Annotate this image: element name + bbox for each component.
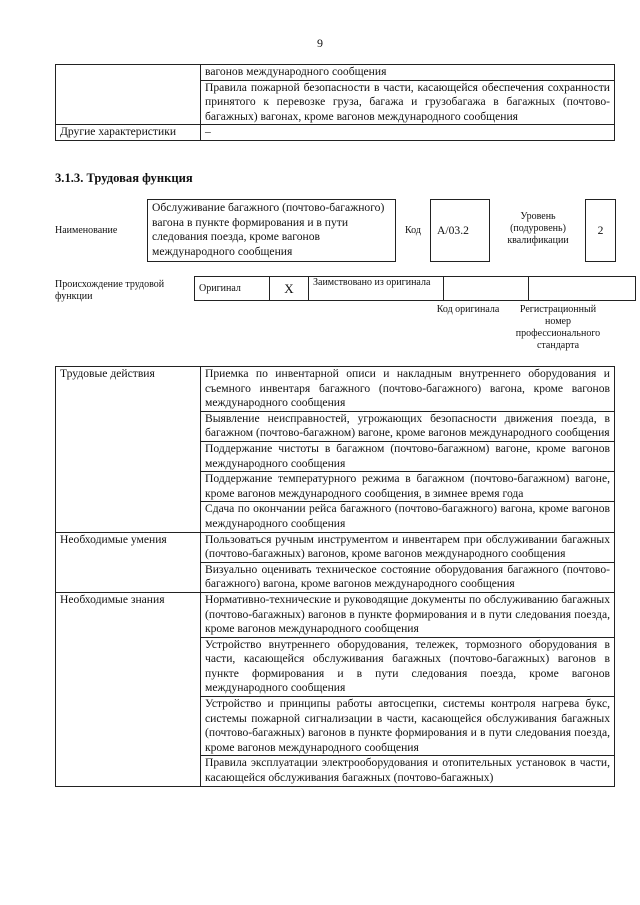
list-item: Выявление неисправностей, угрожающих безопасности движения поезда, в багажном (почтово-багажном) вагоне, кроме вагонов международного сообщения [201, 411, 615, 441]
required-knowledge-label: Необходимые знания [56, 592, 201, 786]
origin-label: Происхождение трудовой функции [55, 279, 165, 302]
labor-function-table [55, 366, 615, 787]
list-item: Нормативно-технические и руководящие документы по обслуживанию багажных (почтово-багажных) вагонов в пункте формирования и в пути следования поезда, кроме вагонов международного сообщения [201, 592, 615, 637]
page-number: 9 [317, 36, 323, 50]
function-code-value: А/03.2 [430, 199, 490, 262]
list-item: Приемка по инвентарной описи и накладным внутреннего оборудования и съемного инвентаря багажного (почтово-багажного) вагона, кроме вагонов международного сообщения [201, 367, 615, 412]
other-characteristics-value: – [201, 125, 615, 141]
table-row [56, 592, 615, 637]
table-row [56, 65, 615, 81]
qualification-level-label: Уровень (подуровень) квалификации [507, 211, 569, 246]
qualification-level-value: 2 [585, 199, 616, 262]
code-label: Код [405, 225, 421, 236]
original-label: Оригинал [195, 277, 270, 301]
list-item: Поддержание чистоты в багажном (почтово-багажном) вагоне, кроме вагонов международного сообщения [201, 441, 615, 471]
other-characteristics-label: Другие характеристики [56, 125, 201, 141]
table-row [56, 532, 615, 562]
table-row [195, 277, 636, 301]
labor-actions-label: Трудовые действия [56, 367, 201, 533]
table-cell: вагонов международного сообщения [201, 65, 615, 81]
section-heading: 3.1.3. Трудовая функция [55, 171, 193, 185]
reg-number-caption: Регистрационный номер профессионального стандарта [515, 304, 601, 351]
list-item: Устройство и принципы работы автосцепки, системы контроля нагрева букс, системы пожарной сигнализации в части, касающейся обслуживания багажных (почтово-багажных) вагонов в пункте формирования и в пути следования поезда, кроме вагонов международного сообщения [201, 697, 615, 756]
list-item: Сдача по окончании рейса багажного (почтово-багажного) вагона, кроме вагонов международного сообщения [201, 502, 615, 532]
original-mark: X [270, 277, 309, 301]
table-row [56, 125, 615, 141]
continued-table [55, 64, 615, 141]
code-original-caption: Код оригинала [436, 304, 500, 315]
list-item: Поддержание температурного режима в багажном (почтово-багажном) вагоне, кроме вагонов международного сообщения, в зимнее время года [201, 472, 615, 502]
required-skills-label: Необходимые умения [56, 532, 201, 592]
table-cell-empty [56, 65, 201, 125]
borrowed-label: Заимствовано из оригинала [309, 277, 444, 301]
list-item: Правила эксплуатации электрооборудования и отопительных установок в части, касающейся обслуживания багажных (почтово-багажных) [201, 756, 615, 786]
list-item: Пользоваться ручным инструментом и инвентарем при обслуживании багажных (почтово-багажных) вагонов, кроме вагонов международного сообщения [201, 532, 615, 562]
list-item: Устройство внутреннего оборудования, тележек, тормозного оборудования в части, касающейся обслуживания багажных (почтово-багажных) вагонов в пункте формирования и в пути следования поезда, кроме вагонов международного сообщения [201, 637, 615, 696]
table-row [56, 367, 615, 412]
origin-table [194, 276, 636, 301]
table-cell: Правила пожарной безопасности в части, касающейся обеспечения сохранности принятого к перевозке груза, багажа и грузобагажа в багажных (почтово-багажных) вагонах, кроме вагонов международного сообщения [201, 80, 615, 125]
name-label: Наименование [55, 225, 118, 236]
function-name-value: Обслуживание багажного (почтово-багажного) вагона в пункте формирования и в пути следования поезда, кроме вагонов международного сообщения [147, 199, 396, 262]
code-original-cell [444, 277, 529, 301]
list-item: Визуально оценивать техническое состояние оборудования багажного (почтово-багажного) вагона, кроме вагонов международного сообщения [201, 562, 615, 592]
reg-number-cell [529, 277, 636, 301]
